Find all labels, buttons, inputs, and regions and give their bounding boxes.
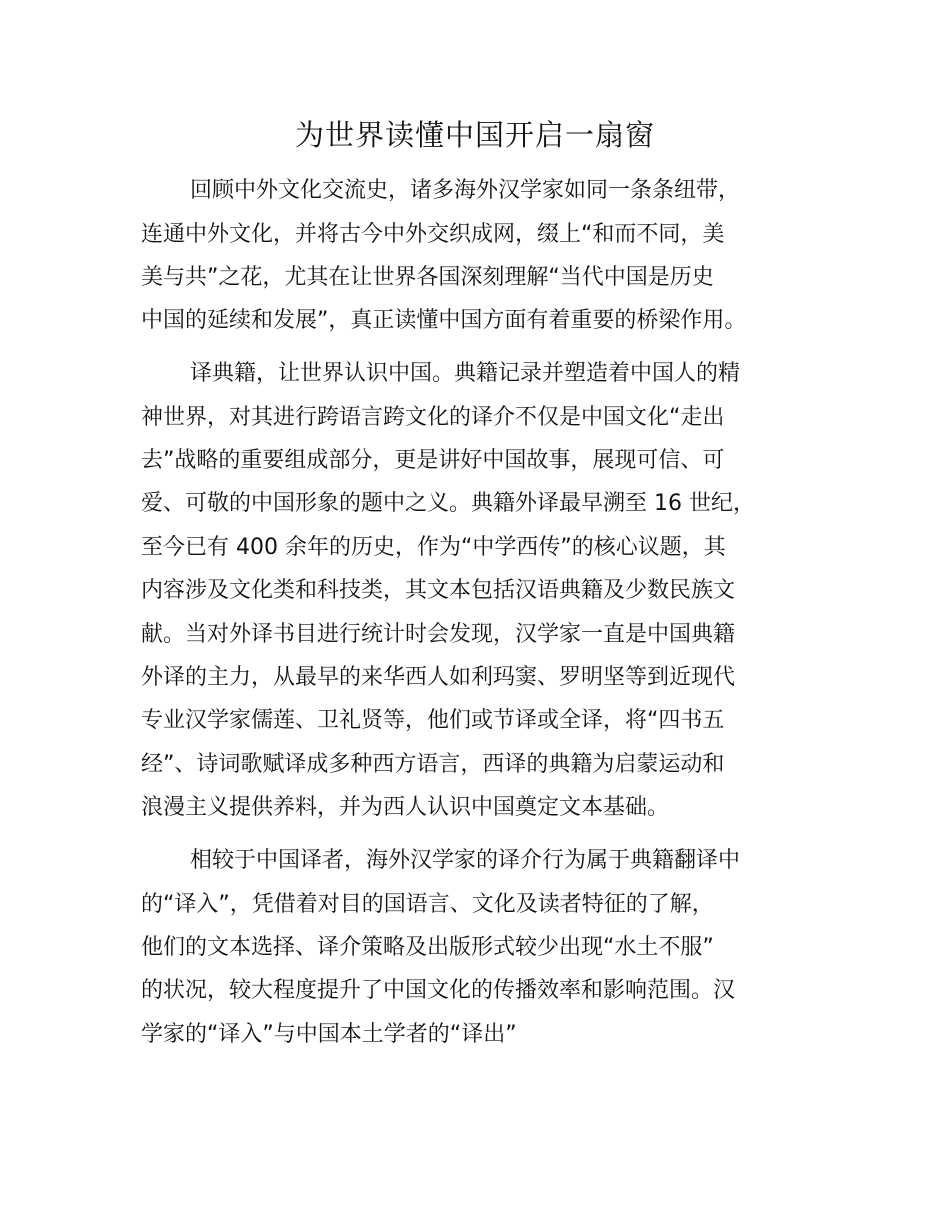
paragraph-2-line-9: 专业汉学家儒莲、卫礼贤等，他们或节译或全译，将“四书五 xyxy=(141,708,725,733)
paragraph-2-line-4: 爱、可敬的中国形象的题中之义。典籍外译最早溯至 16 世纪， xyxy=(141,491,755,516)
paragraph-1-line-1: 回顾中外文化交流史，诸多海外汉学家如同一条条纽带， xyxy=(190,178,741,203)
paragraph-2-line-5: 至今已有 400 余年的历史，作为“中学西传”的核心议题，其 xyxy=(141,535,726,560)
paragraph-3-line-5: 学家的“译入”与中国本土学者的“译出” xyxy=(141,1022,517,1047)
paragraph-2-line-3: 去”战略的重要组成部分，更是讲好中国故事，展现可信、可 xyxy=(141,448,725,473)
paragraph-2-line-1: 译典籍，让世界认识中国。典籍记录并塑造着中国人的精 xyxy=(190,361,741,386)
paragraph-2-line-11: 浪漫主义提供养料，并为西人认识中国奠定文本基础。 xyxy=(141,795,670,820)
paragraph-2-line-6: 内容涉及文化类和科技类，其文本包括汉语典籍及少数民族文 xyxy=(141,578,736,603)
paragraph-3-line-3: 他们的文本选择、译介策略及出版形式较少出现“水土不服” xyxy=(141,935,714,960)
page-title: 为世界读懂中国开启一扇窗 xyxy=(294,118,655,152)
paragraph-1-line-3: 美与共”之花，尤其在让世界各国深刻理解“当代中国是历史 xyxy=(141,265,714,290)
paragraph-3-line-4: 的状况，较大程度提升了中国文化的传播效率和影响范围。汉 xyxy=(141,978,736,1003)
paragraph-3-line-1: 相较于中国译者，海外汉学家的译介行为属于典籍翻译中 xyxy=(190,848,741,873)
paragraph-2-line-8: 外译的主力，从最早的来华西人如利玛窦、罗明坚等到近现代 xyxy=(141,665,736,690)
paragraph-1-line-4: 中国的延续和发展”，真正读懂中国方面有着重要的桥梁作用。 xyxy=(141,308,747,333)
paragraph-2-line-10: 经”、诗词歌赋译成多种西方语言，西译的典籍为启蒙运动和 xyxy=(141,752,725,777)
paragraph-2-line-2: 神世界，对其进行跨语言跨文化的译介不仅是中国文化“走出 xyxy=(141,405,725,430)
paragraph-2-line-7: 献。当对外译书目进行统计时会发现，汉学家一直是中国典籍 xyxy=(141,622,736,647)
paragraph-1-line-2: 连通中外文化，并将古今中外交织成网，缀上“和而不同，美 xyxy=(141,222,725,247)
paragraph-3-line-2: 的“译入”，凭借着对目的国语言、文化及读者特征的了解， xyxy=(141,892,714,917)
